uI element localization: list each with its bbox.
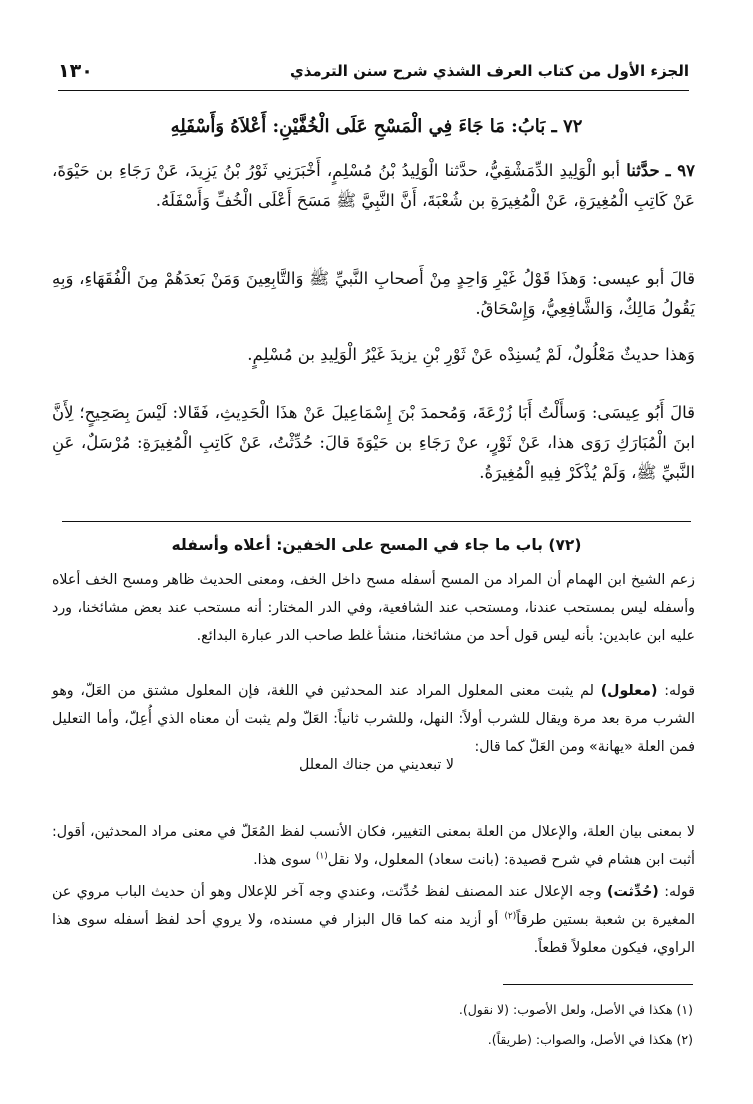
hadith-number: ٩٧ ـ — [665, 161, 695, 180]
commentary-paragraph-1: زعم الشيخ ابن الهمام أن المراد من المسح أسفله مسح داخل الخف، ومعنى الحديث ظاهر ومسح الخف أعلاه وأسفله ليس بمستحب عندنا، ومستحب عند الشافعية، وفي الدر المختار: أنه مستحب عند بعض مشائخنا، ورد عليه ابن عابدين: بأنه ليس قول أحد من مشائخنا، منشأ غلط صاحب الدر عبارة البدائع. — [52, 572, 695, 644]
page-number: ١٣٠ — [58, 60, 93, 82]
hadith-paragraph — [52, 156, 695, 216]
footnote-ref-2[interactable]: (٢) — [504, 911, 517, 922]
section-divider — [62, 521, 691, 522]
commentary-paragraph-2 — [52, 677, 695, 761]
footnote-1: (١) هكذا في الأصل، ولعل الأصوب: (لا نقول). — [458, 1002, 693, 1017]
term-malul: (معلول) — [600, 683, 658, 699]
commentary-text: لا بمعنى بيان العلة، والإعلال من العلة بمعنى التغيير، فكان الأنسب لفظ المُعَلّ في معنى مراد المحدثين، أقول: أثبت ابن هشام في شرح قصيدة: (بانت سعاد) المعلول، ولا نقل — [52, 824, 695, 868]
qawluhu-label: قوله: — [664, 683, 696, 699]
abu-isa-comment: قالَ أبو عيسى: وَهذَا قَوْلُ غَيْرِ وَاحِدٍ مِنْ أَصحابِ النَّبيِّ ﷺ وَالتَّابِعِينَ وَمَنْ بَعدَهُمْ مِنَ الْفُقَهَاءِ، وَبِهِ يَقُولُ مَالِكٌ، وَالشَّافِعِيُّ، وَإِسْحَاقُ. — [52, 269, 695, 318]
running-header — [58, 60, 689, 91]
running-title: الجزء الأول من كتاب العرف الشذي شرح سنن الترمذي — [290, 62, 689, 80]
commentary-text: أو أزيد منه كما قال البزار في مسنده، ولا يروي أحد لفظ أسفله سوى هذا الراوي، فيكون معلولاً قطعاً. — [52, 912, 695, 956]
commentary-text: سوى هذا. — [253, 852, 312, 868]
term-huddithtu: (حُدِّثت) — [607, 884, 659, 900]
commentary-paragraph-4 — [52, 878, 695, 962]
commentary-paragraph-3 — [52, 818, 695, 874]
commentary-text: وجه الإعلال عند المصنف لفظ حُدِّثت، وعندي وجه آخر للإعلال وهو أن حديث الباب مروي عن المغيرة بن شعبة بستين طرقاً — [52, 884, 696, 928]
poetry-verse: لا تبعديني من جناك المعلل — [299, 757, 454, 773]
illa-statement: وَهذا حديثٌ مَعْلُولٌ، لَمْ يُسنِدْه عَنْ ثَوْرِ بْنِ يزيدَ غَيْرُ الْوَلِيدِ بن مُسْلِمٍ. — [247, 345, 695, 364]
footnote-rule — [503, 984, 693, 985]
footnote-ref-1[interactable]: (١) — [315, 851, 328, 862]
hadith-isnad-text: أبو الْوَلِيدِ الدِّمَشْقِيُّ، حدَّثنا الْوَلِيدُ بْنُ مُسْلِمٍ، أَخْبَرَنِي ثَوْرُ بْنُ يَزِيدَ، عَنْ رَجَاءِ بن حَيْوَةَ، عَنْ كَاتِبِ الْمُغِيرَةِ، عَنْ الْمُغِيرَةِ بن شُعْبَةَ، أَنَّ النَّبِيَّ ﷺ مَسَحَ أَعْلَى الْخُفِّ وَأَسْفَلَهُ. — [52, 161, 695, 210]
commentary-text: لم يثبت معنى المعلول المراد عند المحدثين في اللغة، فإن المعلول مشتق من العَلّ، وهو الشرب مرة بعد مرة ويقال للشرب أولاً: النهل، وللشرب ثانياً: العَلّ ولم يثبت أن معناه الذي أُعِلّ، وأما التعليل فمن العلة «يهانة» ومن العَلّ كما قال: — [52, 683, 695, 755]
hadith-lead: حدَّثنا — [626, 161, 660, 180]
commentary-heading: (٧٢) باب ما جاء في المسح على الخفين: أعلاه وأسفله — [171, 536, 582, 554]
footnote-2: (٢) هكذا في الأصل، والصواب: (طريقاً). — [487, 1032, 693, 1047]
abu-isa-question: قالَ أَبُو عِيسَى: وَسأَلْتُ أَبَا زُرْعَةَ، وَمُحمدَ بْنَ إِسْمَاعِيلَ عَنْ هذَا الْحَدِيثِ، فَقَالا: لَيْسَ بِصَحِيحٍ؛ لِأَنَّ ابنَ الْمُبَارَكِ رَوَى هذا، عَنْ ثَوْرٍ، عنْ رَجَاءِ بن حَيْوَةَ قالَ: حُدِّثْتُ، عَنْ كَاتِبِ الْمُغِيرَةِ: مُرْسَلٌ، عَنِ النَّبيِّ ﷺ، وَلَمْ يُذْكَرْ فِيهِ الْمُغِيرَةُ. — [52, 403, 695, 482]
chapter-heading: ٧٢ ـ بَابُ: مَا جَاءَ فِي الْمَسْحِ عَلَى الْخُفَّيْنِ: أَعْلاَهُ وَأَسْفَلِهِ — [170, 116, 583, 137]
qawluhu-label: قوله: — [664, 884, 696, 900]
